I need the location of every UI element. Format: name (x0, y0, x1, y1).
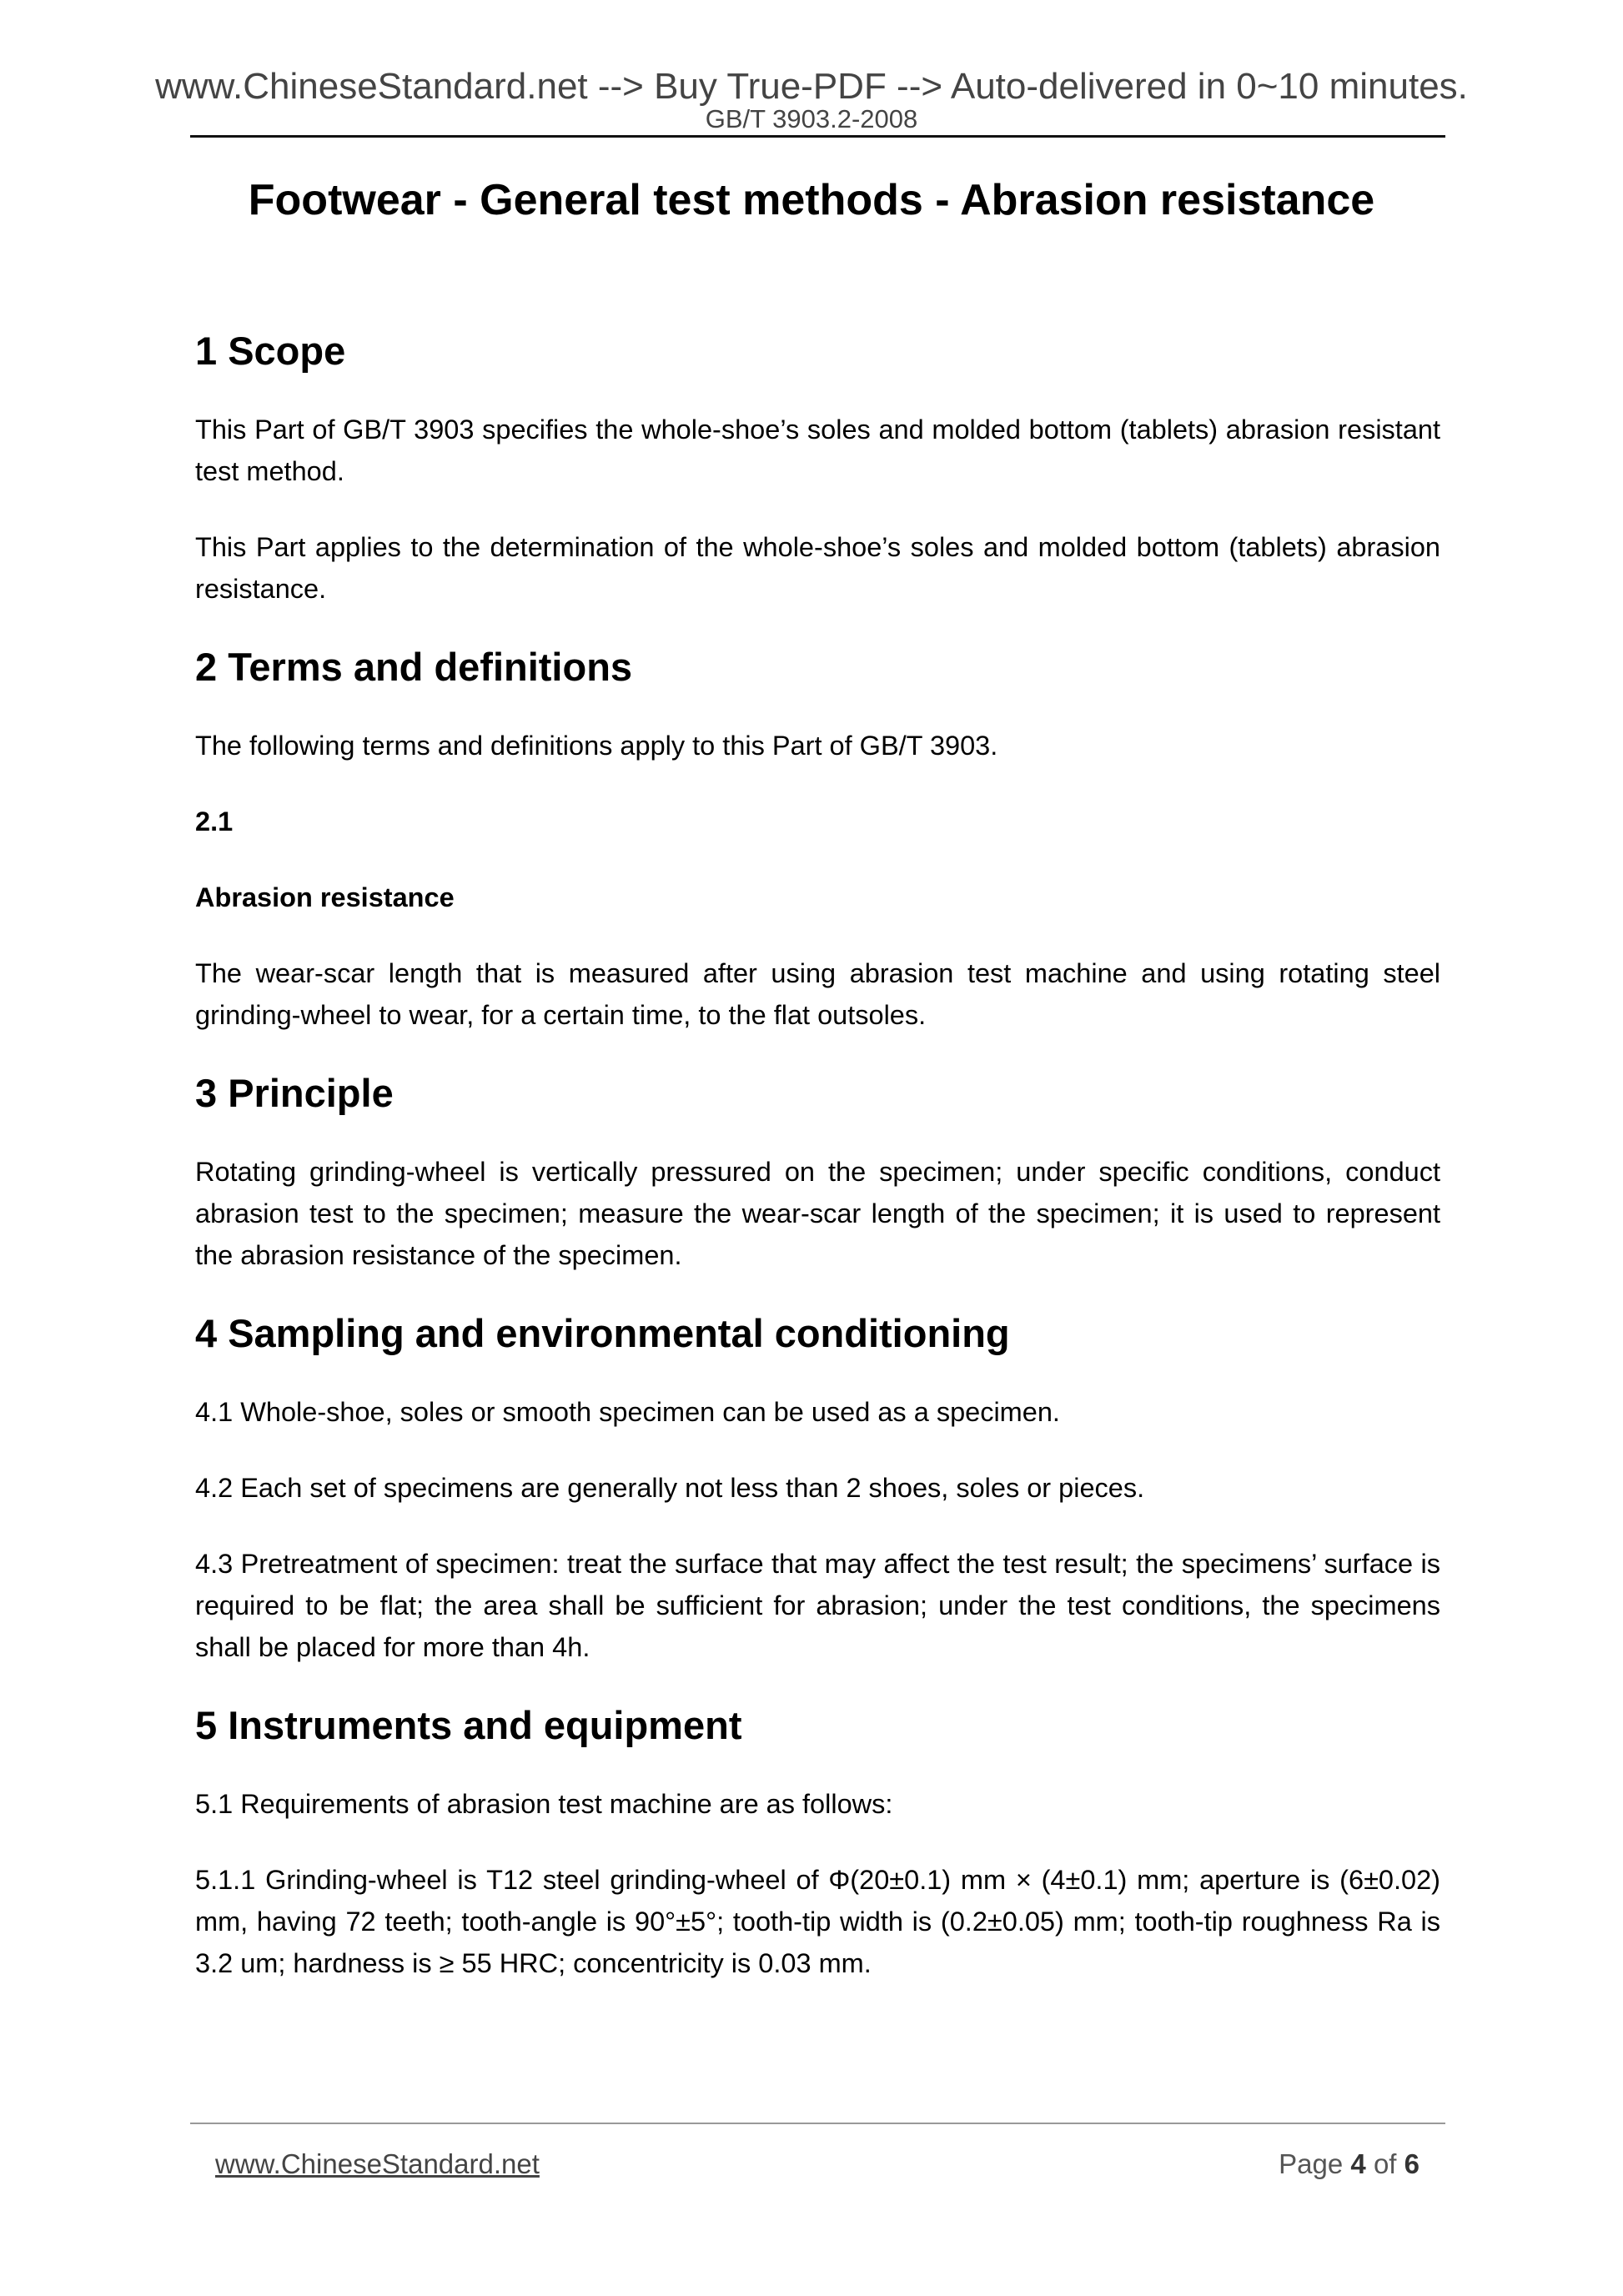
term-name: Abrasion resistance (195, 882, 455, 912)
section-heading-instruments: 5 Instruments and equipment (195, 1703, 742, 1747)
term-definition: The wear-scar length that is measured after using abrasion test machine and using rotating steel grinding-wheel to wear, for a certain time, to the flat outsoles. (195, 958, 1440, 1030)
page-number (1279, 2148, 1419, 2181)
section-heading-sampling: 4 Sampling and environmental conditioning (195, 1311, 1010, 1355)
paragraph: 4.2 Each set of specimens are generally not less than 2 shoes, soles or pieces. (195, 1473, 1145, 1503)
footer-divider (190, 2123, 1445, 2124)
page-prefix: Page (1279, 2148, 1351, 2179)
page-current: 4 (1350, 2148, 1366, 2179)
paragraph: Rotating grinding-wheel is vertically pressured on the specimen; under specific conditions, conduct abrasion test to the specimen; measure the wear-scar length of the specimen; it is used to represent the abrasion resistance of the specimen. (195, 1157, 1440, 1270)
standard-id: GB/T 3903.2-2008 (705, 104, 918, 133)
footer-website-link[interactable]: www.ChineseStandard.net (215, 2148, 540, 2179)
paragraph: 5.1 Requirements of abrasion test machine are as follows: (195, 1789, 893, 1819)
paragraph: The following terms and definitions apply to this Part of GB/T 3903. (195, 731, 998, 761)
section-heading-principle: 3 Principle (195, 1071, 394, 1115)
document-body (195, 328, 1440, 2018)
section-heading-scope: 1 Scope (195, 329, 346, 373)
paragraph: This Part of GB/T 3903 specifies the whole-shoe’s soles and molded bottom (tablets) abrasion resistant test method. (195, 414, 1440, 486)
header-banner: www.ChineseStandard.net --> Buy True-PDF --> Auto-delivered in 0~10 minutes. (155, 66, 1468, 107)
paragraph: This Part applies to the determination of the whole-shoe’s soles and molded bottom (tablets) abrasion resistance. (195, 532, 1440, 604)
page-mid: of (1365, 2148, 1404, 2179)
section-heading-terms: 2 Terms and definitions (195, 645, 633, 689)
term-number: 2.1 (195, 806, 234, 837)
page-title: Footwear - General test methods - Abrasion resistance (248, 176, 1375, 224)
paragraph: 4.1 Whole-shoe, soles or smooth specimen can be used as a specimen. (195, 1397, 1060, 1427)
page-total: 6 (1404, 2148, 1419, 2179)
paragraph: 4.3 Pretreatment of specimen: treat the surface that may affect the test result; the specimens’ surface is required to be flat; the area shall be sufficient for abrasion; under the test conditions, the specimens shall be placed for more than 4h. (195, 1549, 1440, 1662)
header-divider (190, 135, 1445, 138)
paragraph: 5.1.1 Grinding-wheel is T12 steel grinding-wheel of Φ(20±0.1) mm × (4±0.1) mm; aperture is (6±0.02) mm, having 72 teeth; tooth-angle is 90°±5°; tooth-tip width is (0.2±0.05) mm; tooth-tip roughness Ra is 3.2 um; hardness is ≥ 55 HRC; concentricity is 0.03 mm. (195, 1865, 1440, 1978)
